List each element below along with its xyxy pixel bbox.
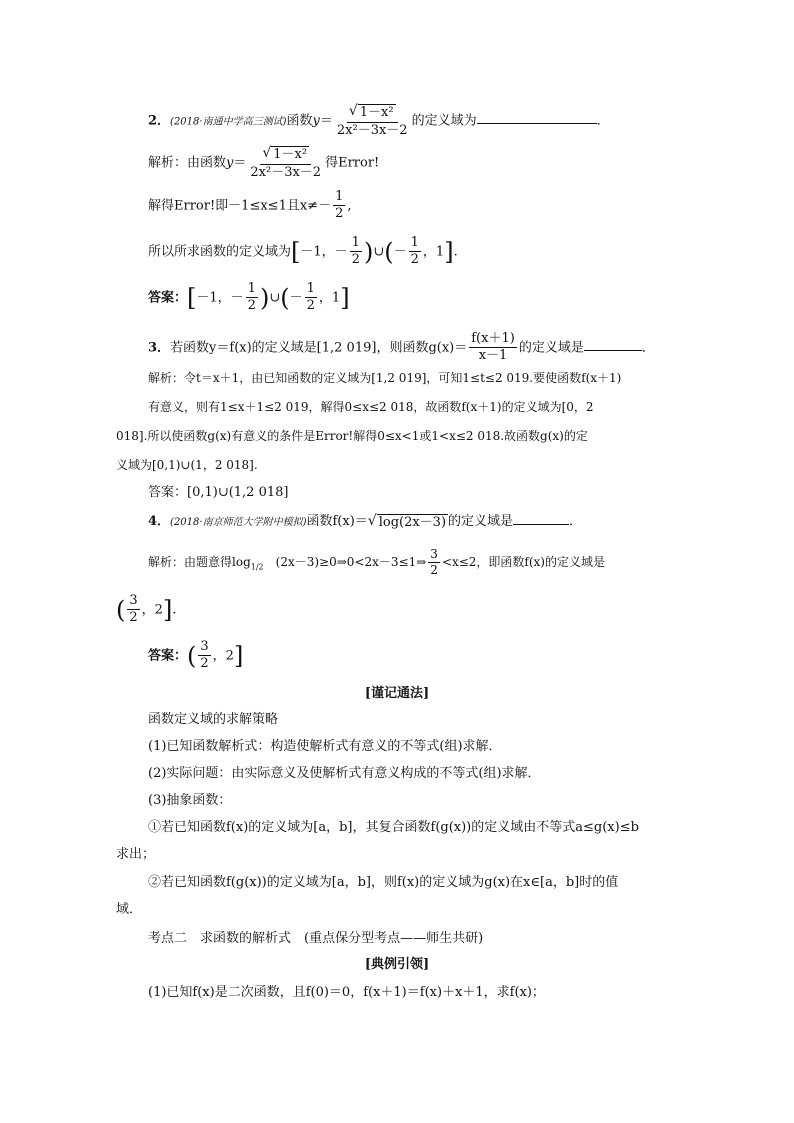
q4-solution-line-2: ( $\frac{3}{2}$ ，2]. — [116, 593, 177, 626]
q4-solution-line-1: 解析：由题意得$\log_{1/2}$ (2x－3)≥0⇒0<2x－3≤1⇒ $\frac{3}{2}$ <x≤2，即函数f(x)的定义域是 — [148, 547, 605, 578]
method-item-3a: ①若已知函数f(x)的定义域为[a，b]，其复合函数f(g(x))的定义域由不等式a≤g(x)≤b — [148, 820, 639, 835]
method-item-3: (3)抽象函数： — [148, 793, 232, 808]
question-2: 2．(2018·南通中学高三测试)函数y＝ √ 1－x² 2x²－3x－2 的定义域为 ． — [148, 103, 610, 138]
q3-solution-line-4: 义域为[0,1)∪(1，2 018]. — [116, 458, 258, 472]
question-number: 2． — [148, 113, 171, 129]
q2-solution-line-2: 解得Error!即－1≤x≤1且x≠－ $\frac{1}{2}$ , — [148, 189, 352, 222]
q3-solution-line-2: 有意义，则有1≤x＋1≤2 019，解得0≤x≤2 018，故函数f(x＋1)的定义域为[0，2 — [148, 400, 594, 414]
answer-blank — [513, 512, 569, 525]
fraction: √ 1－x² 2x²－3x－2 — [250, 145, 322, 180]
method-item-2: (2)实际问题：由实际意义及使解析式有意义构成的不等式(组)求解． — [148, 766, 541, 781]
example-1: (1)已知f(x)是二次函数，且f(0)＝0，f(x＋1)＝f(x)＋x＋1，求f(x)； — [148, 985, 545, 1000]
kaodian-subheading: [典例引领] — [364, 957, 430, 972]
answer-blank — [477, 111, 597, 124]
q3-solution-line-3: 018].所以使函数g(x)有意义的条件是Error!解得0≤x<1或1<x≤2 018.故函数g(x)的定 — [116, 429, 588, 443]
q2-solution-line-3: 所以所求函数的定义域为[－1，－ $\frac{1}{2}$ )∪(－ $\frac{1}{2}$ ，1]. — [148, 235, 458, 268]
q3-answer: 答案：[0,1)∪(1,2 018] — [148, 485, 289, 500]
method-title: 函数定义域的求解策略 — [148, 712, 279, 727]
q4-answer: 答案：( $\frac{3}{2}$ ，2] — [148, 639, 244, 672]
kaodian-title: 考点二 求函数的解析式 (重点保分型考点——师生共研) — [148, 931, 484, 946]
question-source: (2018·南通中学高三测试) — [170, 116, 287, 128]
q2-solution-line-1: 解析：由函数y＝ √ 1－x² 2x²－3x－2 得Error! — [148, 145, 380, 180]
q3-solution-line-1: 解析：令t＝x＋1，由已知函数的定义域为[1,2 019]，可知1≤t≤2 019.要使函数f(x＋1) — [148, 371, 622, 385]
method-item-3b: ②若已知函数f(g(x))的定义域为[a，b]，则f(x)的定义域为g(x)在x∈[a，b]时的值 — [148, 875, 619, 890]
section-heading: [谨记通法] — [364, 686, 430, 701]
q2-answer: 答案：[－1，－ $\frac{1}{2}$ )∪(－ $\frac{1}{2}$ ，1] — [148, 281, 350, 314]
answer-blank — [584, 338, 642, 351]
method-item-1: (1)已知函数解析式：构造使解析式有意义的不等式(组)求解． — [148, 739, 502, 754]
method-item-3b-cont: 域． — [116, 902, 143, 917]
method-item-3a-cont: 求出； — [116, 847, 156, 862]
question-3: 3．若函数y＝f(x)的定义域是[1,2 019]，则函数g(x)＝ $\frac{f(x+1)}{x-1}$ 的定义域是 ． — [148, 331, 655, 364]
fraction: √ 1－x² 2x²－3x－2 — [336, 103, 408, 138]
question-4: 4．(2018·南京师范大学附中模拟)函数f(x)＝ √ log(2x－3) 的定义域是 ． — [148, 513, 583, 530]
